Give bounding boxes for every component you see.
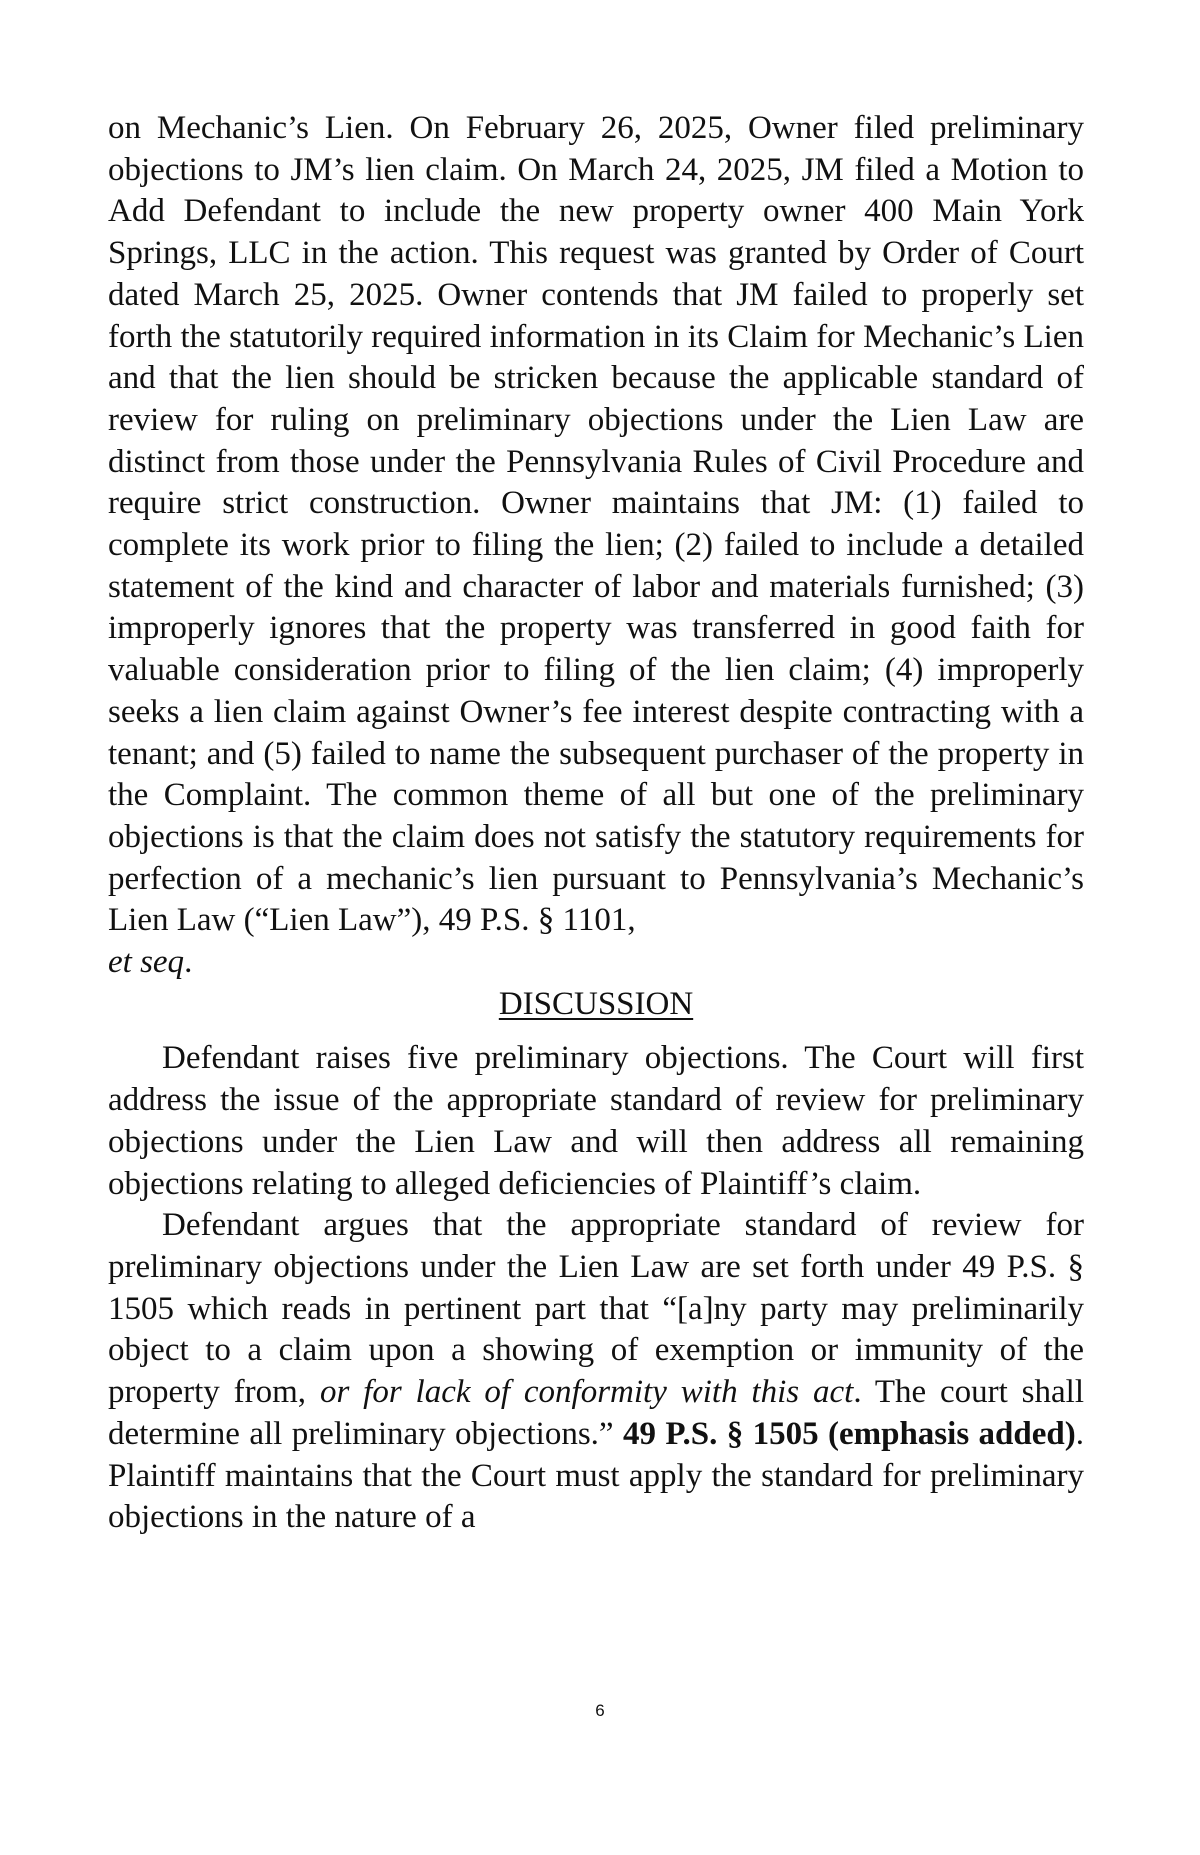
paragraph-3-text-c: . The court shall determine all preliminary objections.” [108, 1374, 1084, 1452]
paragraph-1-period: . [184, 944, 193, 981]
paragraph-standard-of-review [108, 1205, 1084, 1539]
paragraph-3-bold-citation: 49 P.S. § 1505 (emphasis added) [622, 1415, 1076, 1452]
body-text [108, 108, 1084, 1539]
paragraph-3-text-a: Defendant argues that the appropriate standard of review for preliminary objections under the Lien Law are set forth under 49 P.S. § 1505 which reads in pertinent part that “[a]ny party may preliminarily object to a claim upon a showing of exemption or immunity of the property from, [108, 1207, 1084, 1411]
paragraph-1-italic-et-seq: et seq [108, 944, 185, 981]
paragraph-3-italic-quote: or for lack of conformity with this act [319, 1374, 854, 1411]
paragraph-3-text-e: . Plaintiff maintains that the Court must apply the standard for preliminary objections in the nature of a [108, 1415, 1084, 1536]
paragraph-procedural-history [108, 108, 1084, 984]
page-number: 6 [595, 1701, 605, 1720]
section-heading-discussion: DISCUSSION [498, 985, 694, 1022]
paragraph-1-text: on Mechanic’s Lien. On February 26, 2025, Owner filed preliminary objections to JM’s lien claim. On March 24, 2025, JM filed a Motion to Add Defendant to include the new property owner 400 Main York Springs, LLC in the action. This request was granted by Order of Court dated March 25, 2025. Owner contends that JM failed to properly set forth the statutorily required information in its Claim for Mechanic’s Lien and that the lien should be stricken because the applicable standard of review for ruling on preliminary objections under the Lien Law are distinct from those under the Pennsylvania Rules of Civil Procedure and require strict construction. Owner maintains that JM: (1) failed to complete its work prior to filing the lien; (2) failed to include a detailed statement of the kind and character of labor and materials furnished; (3) improperly ignores that the property was transferred in good faith for valuable consideration prior to filing of the lien claim; (4) improperly seeks a lien claim against Owner’s fee interest despite contracting with a tenant; and (5) failed to name the subsequent purchaser of the property in the Complaint. The common theme of all but one of the preliminary objections is that the claim does not satisfy the statutory requirements for perfection of a mechanic’s lien pursuant to Pennsylvania’s Mechanic’s Lien Law (“Lien Law”), 49 P.S. § 1101, [108, 110, 1084, 939]
paragraph-five-objections: Defendant raises five preliminary objections. The Court will first address the issue of the appropriate standard of review for preliminary objections under the Lien Law and will then address all remaining objections relating to alleged deficiencies of Plaintiff’s claim. [108, 1040, 1084, 1202]
